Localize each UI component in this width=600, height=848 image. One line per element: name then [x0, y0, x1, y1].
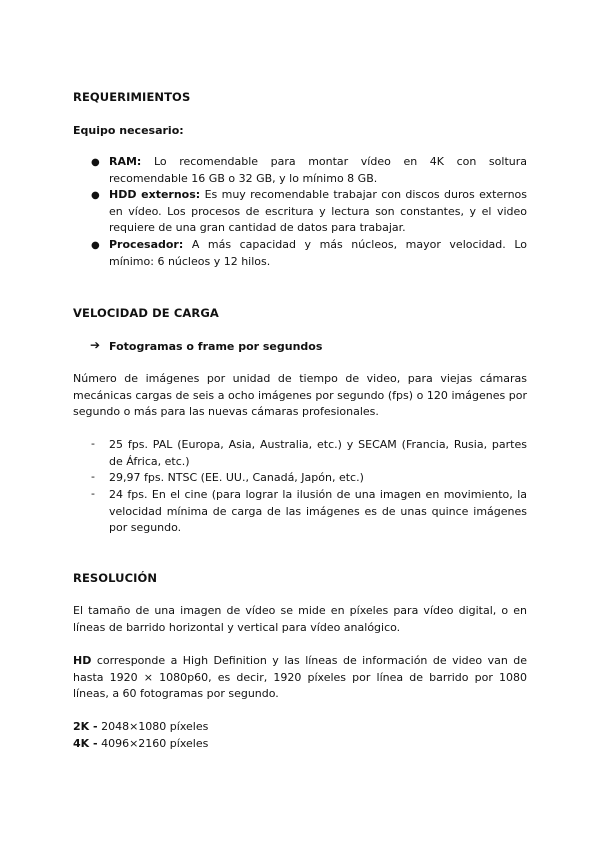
subheading-equipo: Equipo necesario: [73, 124, 184, 137]
label-4k: 4K - [73, 737, 98, 750]
arrow-item-fotogramas: Fotogramas o frame por segundos [109, 340, 323, 353]
list-item-cine: 24 fps. En el cine (para lograr la ilusión de una imagen en movimiento, la velocidad mínima de carga de las imágenes es de unas quince imágenes por segundo. [109, 488, 527, 535]
heading-requerimientos: REQUERIMIENTOS [73, 90, 191, 104]
text-ram: Lo recomendable para montar vídeo en 4K con soltura recomendable 16 GB o 32 GB, y lo mínimo 8 GB. [109, 155, 527, 185]
bullet-icon: ● [91, 157, 100, 168]
label-procesador: Procesador: [109, 238, 184, 251]
text-hd: corresponde a High Definition y las líneas de información de video van de hasta 1920 × 1080p60, es decir, 1920 píxeles por línea de barrido por 1080 líneas, a 60 fotogramas por segundo. [73, 654, 528, 701]
label-hdd: HDD externos: [109, 188, 201, 201]
line-4k [73, 736, 527, 753]
dash-marker: - [91, 487, 95, 500]
arrow-right-icon: ➔ [90, 338, 101, 352]
paragraph-resolucion: El tamaño de una imagen de vídeo se mide en píxeles para vídeo digital, o en líneas de barrido horizontal y vertical para vídeo analógico. [73, 604, 527, 634]
label-2k: 2K - [73, 720, 98, 733]
list-item-ram [109, 154, 527, 187]
bullet-icon: ● [91, 240, 100, 251]
paragraph-fps: Número de imágenes por unidad de tiempo de video, para viejas cámaras mecánicas cargas de seis a ocho imágenes por segundo (fps) o 120 imágenes por segundo o más para las nuevas cámaras profesionales. [73, 372, 527, 419]
list-item-pal: 25 fps. PAL (Europa, Asia, Australia, etc.) y SECAM (Francia, Rusia, partes de África, etc.) [109, 438, 527, 468]
paragraph-hd [73, 653, 527, 703]
dash-marker: - [91, 470, 95, 483]
text-hdd: Es muy recomendable trabajar con discos duros externos en vídeo. Los procesos de escritura y lectura son constantes, y el video requiere de una gran cantidad de datos para trabajar. [109, 188, 527, 235]
line-2k [73, 719, 527, 736]
list-item-ntsc: 29,97 fps. NTSC (EE. UU., Canadá, Japón, etc.) [109, 471, 364, 484]
heading-velocidad: VELOCIDAD DE CARGA [73, 306, 219, 320]
dash-marker: - [91, 437, 95, 450]
value-4k: 4096×2160 píxeles [101, 737, 209, 750]
list-item-procesador [109, 237, 527, 270]
heading-resolucion: RESOLUCIÓN [73, 571, 158, 585]
text-procesador: A más capacidad y más núcleos, mayor velocidad. Lo mínimo: 6 núcleos y 12 hilos. [109, 238, 527, 268]
value-2k: 2048×1080 píxeles [101, 720, 209, 733]
label-hd: HD [73, 654, 92, 667]
list-item-hdd [109, 187, 527, 237]
bullet-icon: ● [91, 190, 100, 201]
label-ram: RAM: [109, 155, 142, 168]
